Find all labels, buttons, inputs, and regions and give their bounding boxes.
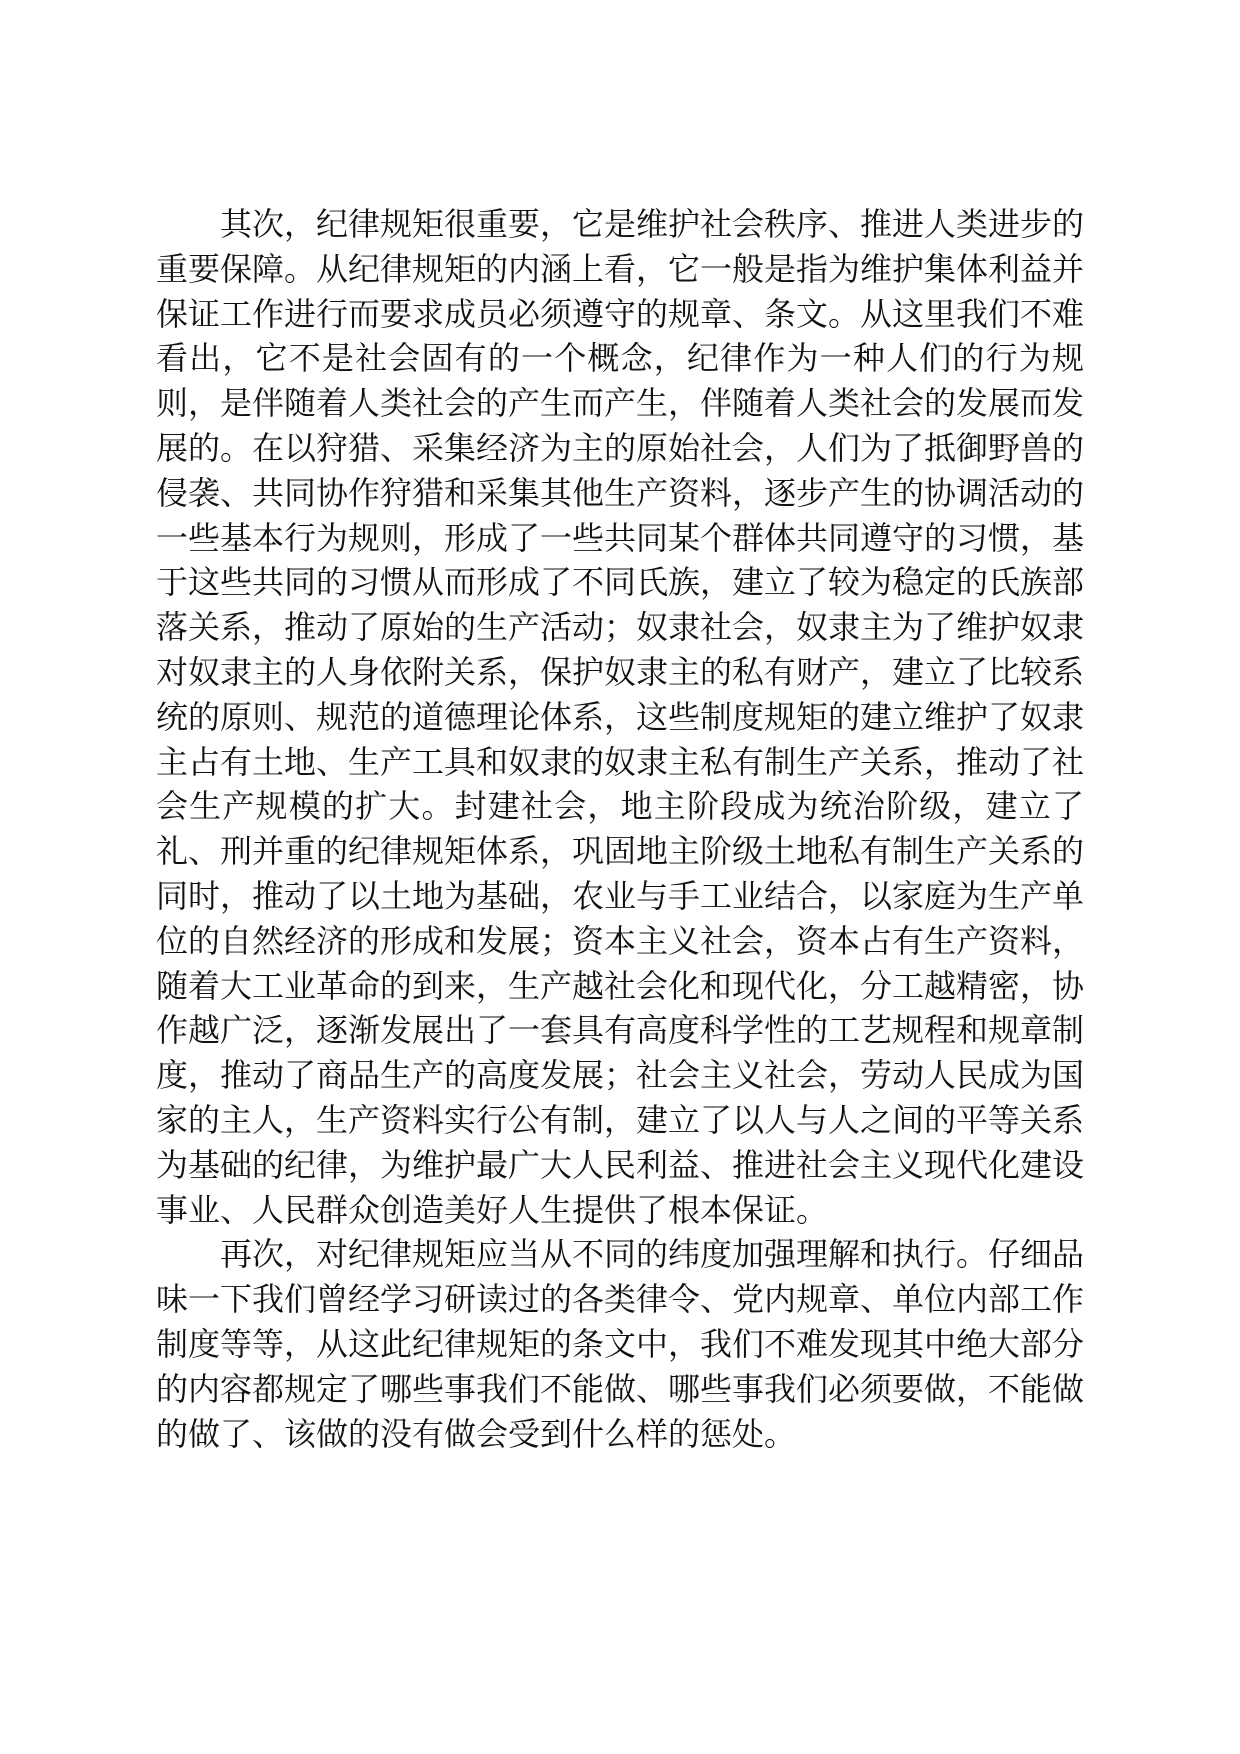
paragraph-discipline-dimensions: 再次，对纪律规矩应当从不同的纬度加强理解和执行。仔细品味一下我们曾经学习研读过的各类律令、党内规章、单位内部工作制度等等，从这此纪律规矩的条文中，我们不难发现其中绝大部分的内容都规定了哪些事我们不能做、哪些事我们必须要做，不能做的做了、该做的没有做会受到什么样的惩处。 bbox=[156, 1235, 1085, 1453]
document-body bbox=[156, 202, 1084, 1456]
paragraph-discipline-importance: 其次，纪律规矩很重要，它是维护社会秩序、推进人类进步的重要保障。从纪律规矩的内涵上看，它一般是指为维护集体利益并保证工作进行而要求成员必须遵守的规章、条文。从这里我们不难看出，它不是社会固有的一个概念，纪律作为一种人们的行为规则，是伴随着人类社会的产生而产生，伴随着人类社会的发展而发展的。在以狩猎、采集经济为主的原始社会，人们为了抵御野兽的侵袭、共同协作狩猎和采集其他生产资料，逐步产生的协调活动的一些基本行为规则，形成了一些共同某个群体共同遵守的习惯，基于这些共同的习惯从而形成了不同氏族，建立了较为稳定的氏族部落关系，推动了原始的生产活动；奴隶社会，奴隶主为了维护奴隶对奴隶主的人身依附关系，保护奴隶主的私有财产，建立了比较系统的原则、规范的道德理论体系，这些制度规矩的建立维护了奴隶主占有土地、生产工具和奴隶的奴隶主私有制生产关系，推动了社会生产规模的扩大。封建社会，地主阶段成为统治阶级，建立了礼、刑并重的纪律规矩体系，巩固地主阶级土地私有制生产关系的同时，推动了以土地为基础，农业与手工业结合，以家庭为生产单位的自然经济的形成和发展；资本主义社会，资本占有生产资料，随着大工业革命的到来，生产越社会化和现代化，分工越精密，协作越广泛，逐渐发展出了一套具有高度科学性的工艺规程和规章制度，推动了商品生产的高度发展；社会主义社会，劳动人民成为国家的主人，生产资料实行公有制，建立了以人与人之间的平等关系为基础的纪律，为维护最广大人民利益、推进社会主义现代化建设事业、人民群众创造美好人生提供了根本保证。 bbox=[156, 205, 1085, 1229]
